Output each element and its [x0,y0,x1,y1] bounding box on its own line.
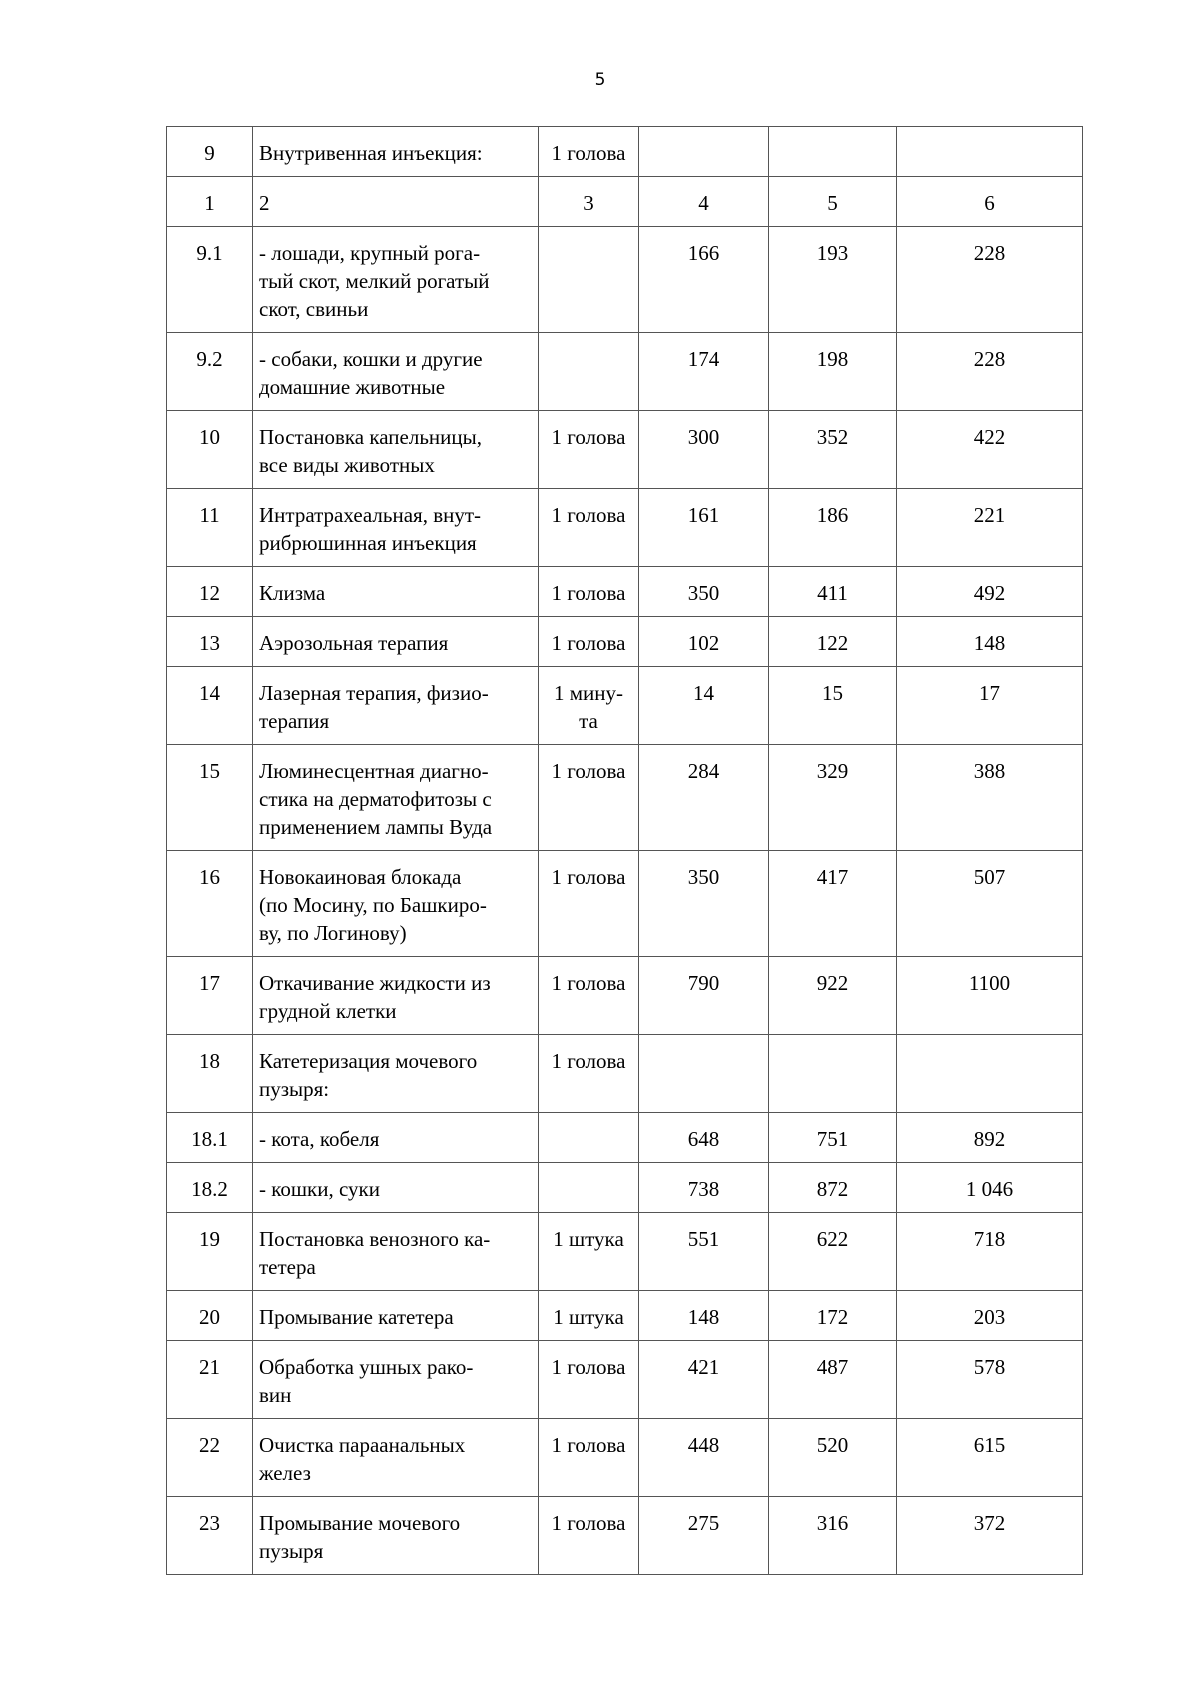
unit-cell: 1 голова [539,957,639,1035]
service-name-cell: Клизма [253,567,539,617]
unit-cell: 1 штука [539,1213,639,1291]
price-col5-cell: 520 [769,1419,897,1497]
unit-cell: 1 голова [539,1341,639,1419]
service-name-cell: Лазерная терапия, физио- терапия [253,667,539,745]
price-col4-cell: 148 [639,1291,769,1341]
unit-cell: 1 голова [539,1035,639,1113]
column-numbering-row [167,177,1083,227]
service-name-cell: - кота, кобеля [253,1113,539,1163]
row-number-cell: 10 [167,411,253,489]
price-col6-cell: 372 [897,1497,1083,1575]
row-number-cell: 16 [167,851,253,957]
table-row [167,1497,1083,1575]
service-name-cell: Катетеризация мочевого пузыря: [253,1035,539,1113]
row-number-cell: 9 [167,127,253,177]
price-col4-cell: 102 [639,617,769,667]
page-number: 5 [594,70,606,90]
row-number-cell: 18.2 [167,1163,253,1213]
unit-cell: 3 [539,177,639,227]
price-col6-cell: 422 [897,411,1083,489]
table-row [167,851,1083,957]
row-number-cell: 22 [167,1419,253,1497]
row-number-cell: 9.1 [167,227,253,333]
unit-cell: 1 голова [539,851,639,957]
price-col4-cell: 174 [639,333,769,411]
service-name-cell: Промывание катетера [253,1291,539,1341]
price-col6-cell: 1100 [897,957,1083,1035]
unit-cell [539,1163,639,1213]
price-col5-cell: 417 [769,851,897,957]
unit-cell: 1 голова [539,1497,639,1575]
unit-cell: 1 голова [539,127,639,177]
price-col5-cell: 122 [769,617,897,667]
table-row [167,1341,1083,1419]
row-number-cell: 19 [167,1213,253,1291]
table-body [167,127,1083,1575]
price-col4-cell: 648 [639,1113,769,1163]
price-col4-cell: 284 [639,745,769,851]
price-col5-cell [769,127,897,177]
service-name-cell: - лошади, крупный рога- тый скот, мелкий рогатый скот, свиньи [253,227,539,333]
price-col4-cell: 300 [639,411,769,489]
row-number-cell: 17 [167,957,253,1035]
row-number-cell: 12 [167,567,253,617]
price-col4-cell: 166 [639,227,769,333]
unit-cell: 1 голова [539,617,639,667]
row-number-cell: 1 [167,177,253,227]
price-col5-cell: 487 [769,1341,897,1419]
price-col6-cell: 228 [897,227,1083,333]
price-col4-cell: 551 [639,1213,769,1291]
unit-cell: 1 голова [539,411,639,489]
table-row [167,1035,1083,1113]
price-col6-cell: 615 [897,1419,1083,1497]
price-col4-cell: 790 [639,957,769,1035]
table-row [167,411,1083,489]
price-col6-cell: 228 [897,333,1083,411]
price-col5-cell: 15 [769,667,897,745]
row-number-cell: 23 [167,1497,253,1575]
price-col4-cell: 738 [639,1163,769,1213]
service-name-cell: Постановка капельницы, все виды животных [253,411,539,489]
service-name-cell: Новокаиновая блокада (по Мосину, по Башкиро- ву, по Логинову) [253,851,539,957]
price-col6-cell [897,1035,1083,1113]
price-col4-cell [639,1035,769,1113]
table-row [167,745,1083,851]
price-col5-cell: 352 [769,411,897,489]
unit-cell: 1 мину- та [539,667,639,745]
service-name-cell: - кошки, суки [253,1163,539,1213]
unit-cell [539,227,639,333]
price-col5-cell: 186 [769,489,897,567]
row-number-cell: 18 [167,1035,253,1113]
price-table [166,126,1083,1575]
price-col5-cell: 5 [769,177,897,227]
service-name-cell: Промывание мочевого пузыря [253,1497,539,1575]
price-col5-cell: 193 [769,227,897,333]
table-row [167,1291,1083,1341]
price-col6-cell: 203 [897,1291,1083,1341]
price-col5-cell: 872 [769,1163,897,1213]
row-number-cell: 14 [167,667,253,745]
price-col6-cell [897,127,1083,177]
unit-cell: 1 голова [539,745,639,851]
price-col5-cell: 751 [769,1113,897,1163]
table-row [167,1113,1083,1163]
price-col6-cell: 148 [897,617,1083,667]
row-number-cell: 20 [167,1291,253,1341]
price-col4-cell: 4 [639,177,769,227]
price-col4-cell: 350 [639,851,769,957]
unit-cell [539,1113,639,1163]
row-number-cell: 13 [167,617,253,667]
price-col5-cell: 316 [769,1497,897,1575]
service-name-cell: Интратрахеальная, внут- рибрюшинная инъекция [253,489,539,567]
unit-cell [539,333,639,411]
row-number-cell: 15 [167,745,253,851]
price-col6-cell: 578 [897,1341,1083,1419]
price-col4-cell: 161 [639,489,769,567]
service-name-cell: Откачивание жидкости из грудной клетки [253,957,539,1035]
price-col6-cell: 6 [897,177,1083,227]
price-col5-cell [769,1035,897,1113]
table-row [167,127,1083,177]
price-col5-cell: 329 [769,745,897,851]
table-row [167,1163,1083,1213]
service-name-cell: Внутривенная инъекция: [253,127,539,177]
unit-cell: 1 штука [539,1291,639,1341]
table-row [167,667,1083,745]
table-row [167,567,1083,617]
service-name-cell: Очистка параанальных желез [253,1419,539,1497]
table-row [167,1213,1083,1291]
price-col5-cell: 411 [769,567,897,617]
unit-cell: 1 голова [539,489,639,567]
price-col6-cell: 221 [897,489,1083,567]
price-col6-cell: 492 [897,567,1083,617]
price-col6-cell: 892 [897,1113,1083,1163]
row-number-cell: 18.1 [167,1113,253,1163]
table-row [167,617,1083,667]
table-row [167,227,1083,333]
service-name-cell: - собаки, кошки и другие домашние животные [253,333,539,411]
price-col4-cell: 14 [639,667,769,745]
price-col5-cell: 922 [769,957,897,1035]
price-col4-cell [639,127,769,177]
table-row [167,957,1083,1035]
service-name-cell: Постановка венозного ка- тетера [253,1213,539,1291]
price-col4-cell: 421 [639,1341,769,1419]
service-name-cell: Аэрозольная терапия [253,617,539,667]
price-col6-cell: 388 [897,745,1083,851]
price-col4-cell: 448 [639,1419,769,1497]
row-number-cell: 9.2 [167,333,253,411]
service-name-cell: 2 [253,177,539,227]
row-number-cell: 11 [167,489,253,567]
price-col4-cell: 350 [639,567,769,617]
table-row [167,333,1083,411]
unit-cell: 1 голова [539,567,639,617]
table-row [167,1419,1083,1497]
price-col5-cell: 172 [769,1291,897,1341]
row-number-cell: 21 [167,1341,253,1419]
price-col4-cell: 275 [639,1497,769,1575]
price-col5-cell: 198 [769,333,897,411]
table-row [167,489,1083,567]
unit-cell: 1 голова [539,1419,639,1497]
price-col6-cell: 718 [897,1213,1083,1291]
service-name-cell: Люминесцентная диагно- стика на дерматофитозы с применением лампы Вуда [253,745,539,851]
price-col6-cell: 507 [897,851,1083,957]
price-col5-cell: 622 [769,1213,897,1291]
service-name-cell: Обработка ушных рако- вин [253,1341,539,1419]
price-col6-cell: 1 046 [897,1163,1083,1213]
price-col6-cell: 17 [897,667,1083,745]
